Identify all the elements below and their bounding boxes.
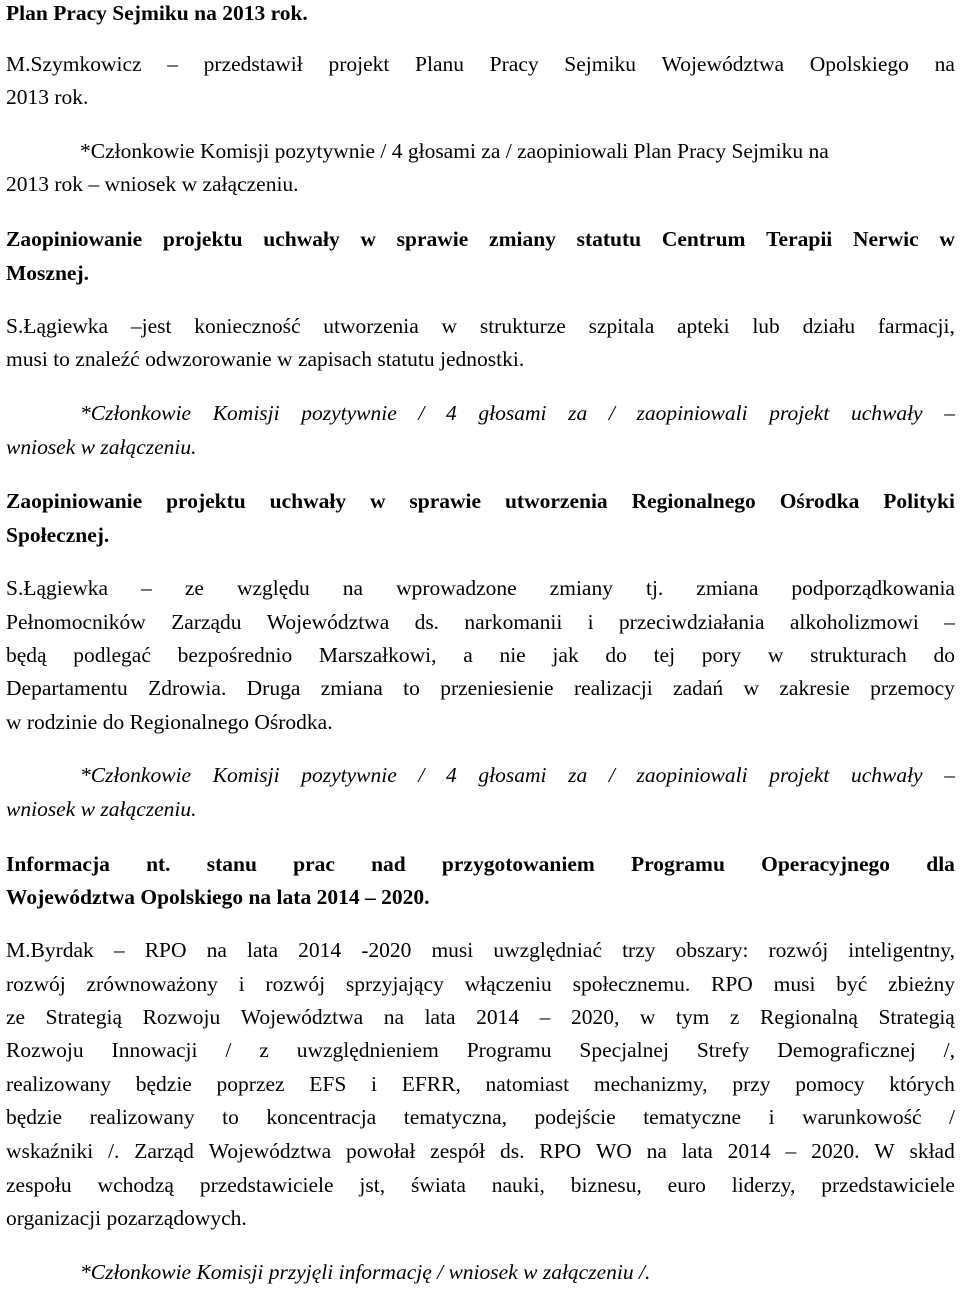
word: to	[403, 676, 420, 700]
word: Komisji	[212, 401, 280, 425]
heading-rpo-line-1	[6, 854, 955, 876]
heading-rpo-line-2: Województwa Opolskiego na lata 2014 – 2020.	[6, 885, 430, 909]
committee-note-final: *Członkowie Komisji przyjęli informację / wniosek w załączeniu /.	[80, 1260, 651, 1284]
word: włączeniu	[464, 972, 552, 996]
word: /	[608, 401, 615, 425]
word: przedstawiciele	[821, 1173, 955, 1197]
word: 2014	[298, 938, 342, 962]
paragraph-byrdak-line-9: organizacji pozarządowych.	[6, 1206, 247, 1230]
word: z	[729, 1005, 740, 1029]
word: na	[934, 52, 955, 76]
word: sprzyjający	[345, 972, 444, 996]
word: Województwa	[661, 52, 785, 76]
word: –jest	[130, 314, 172, 338]
word: nad	[371, 852, 406, 876]
word: /,	[943, 1038, 955, 1062]
heading-statut-mosznej-line-2: Mosznej.	[6, 261, 89, 285]
word: W	[874, 1139, 895, 1163]
word: Programu	[466, 1038, 552, 1062]
word: zadań	[673, 676, 724, 700]
committee-opinion-plan-line-2: 2013 rok – wniosek w załączeniu.	[6, 172, 299, 196]
word: podlegać	[73, 643, 151, 667]
word: Województwa	[240, 1005, 364, 1029]
word: Zdrowia.	[148, 676, 227, 700]
word: projekt	[328, 52, 390, 76]
word: strukturach	[810, 643, 907, 667]
word: do	[933, 643, 955, 667]
word: alkoholizmowi	[789, 610, 919, 634]
committee-opinion-plan-line-1: *Członkowie Komisji pozytywnie / 4 głosami za / zaopiniowali Plan Pracy Sejmiku na	[80, 139, 829, 163]
word: –	[167, 52, 178, 76]
committee-opinion-mosznej-line-2: wniosek w załączeniu.	[6, 435, 197, 459]
word: i	[371, 1072, 378, 1096]
word: przy	[732, 1072, 771, 1096]
word: w	[360, 227, 376, 251]
word: zbieżny	[888, 972, 955, 996]
word: 2020,	[570, 1005, 620, 1029]
word: zespołu	[6, 1173, 72, 1197]
word: –	[539, 1005, 551, 1029]
word: inteligentny,	[848, 938, 955, 962]
word: na	[342, 576, 364, 600]
word: nt.	[146, 852, 171, 876]
word: prac	[293, 852, 335, 876]
word: /	[608, 763, 615, 787]
word: Specjalnej	[579, 1038, 669, 1062]
word: Planu	[415, 52, 464, 76]
paragraph-byrdak-line-4	[6, 1040, 955, 1062]
word: farmacji,	[877, 314, 955, 338]
word: za	[568, 401, 588, 425]
word: przeciwdziałania	[618, 610, 765, 634]
word: w	[743, 676, 760, 700]
word: jst,	[359, 1173, 386, 1197]
word: w	[639, 1005, 656, 1029]
word: zespół	[430, 1139, 486, 1163]
word: musi	[431, 938, 474, 962]
word: /	[949, 1105, 955, 1129]
word: uchwały	[850, 763, 923, 787]
word: Województwa	[208, 1139, 332, 1163]
word: projektu	[162, 227, 243, 251]
word: M.Szymkowicz	[6, 52, 142, 76]
word: ze	[184, 576, 204, 600]
word: Polityki	[883, 489, 955, 513]
word: Strategią	[45, 1005, 123, 1029]
paragraph-lagiewka-apteka-line-2: musi to znaleźć odwzorowanie w zapisach statutu jednostki.	[6, 347, 525, 371]
committee-opinion-osrodek-line-1	[80, 765, 955, 787]
word: społecznemu.	[572, 972, 691, 996]
word: natomiast	[485, 1072, 570, 1096]
paragraph-byrdak-line-3	[6, 1007, 955, 1029]
word: Pełnomocników	[6, 610, 146, 634]
word: do	[605, 643, 627, 667]
heading-plan-pracy: Plan Pracy Sejmiku na 2013 rok.	[6, 1, 308, 25]
word: -2020	[361, 938, 412, 962]
word: na	[646, 1139, 667, 1163]
word: zaopiniowali	[636, 763, 748, 787]
word: przedstawiciele	[199, 1173, 334, 1197]
word: Regionalnego	[631, 489, 756, 513]
word: Sejmiku	[564, 52, 636, 76]
heading-osrodek-line-1	[6, 491, 955, 513]
word: powołał	[346, 1139, 416, 1163]
word: wskaźniki	[6, 1139, 94, 1163]
word: projekt	[769, 763, 830, 787]
paragraph-szymkowicz-line-1	[6, 54, 955, 76]
word: RPO	[144, 938, 187, 962]
word: konieczność	[194, 314, 301, 338]
word: zmiany	[489, 227, 556, 251]
word: pomocy	[795, 1072, 865, 1096]
word: realizacji	[573, 676, 653, 700]
word: ze	[6, 1005, 26, 1029]
word: to	[222, 1105, 239, 1129]
word: EFS	[309, 1072, 347, 1096]
committee-opinion-osrodek-line-2: wniosek w załączeniu.	[6, 797, 197, 821]
word: uchwały	[850, 401, 923, 425]
word: Strategią	[878, 1005, 955, 1029]
word: Opolskiego	[809, 52, 909, 76]
word: *Członkowie	[80, 763, 192, 787]
word: tym	[675, 1005, 710, 1029]
word: utworzenia	[323, 314, 419, 338]
word: –	[785, 1139, 797, 1163]
paragraph-szymkowicz-line-2: 2013 rok.	[6, 85, 89, 109]
word: w	[767, 643, 784, 667]
word: uwzględniać	[493, 938, 602, 962]
word: S.Łągiewka	[6, 576, 109, 600]
word: Zarząd	[134, 1139, 194, 1163]
word: wchodzą	[97, 1173, 174, 1197]
word: statutu	[576, 227, 642, 251]
word: biznesu,	[570, 1173, 642, 1197]
word: zmiany	[549, 576, 613, 600]
heading-statut-mosznej-line-1	[6, 229, 955, 251]
word: /.	[108, 1139, 120, 1163]
word: wprowadzone	[396, 576, 517, 600]
word: Centrum	[661, 227, 746, 251]
paragraph-byrdak-line-7	[6, 1141, 955, 1163]
word: lata	[424, 1005, 456, 1029]
word: za	[568, 763, 588, 787]
word: strukturze	[479, 314, 566, 338]
word: Nerwic	[852, 227, 919, 251]
word: Programu	[630, 852, 725, 876]
word: pozytywnie	[301, 763, 397, 787]
word: szpitala	[588, 314, 655, 338]
word: w	[369, 489, 386, 513]
word: /	[418, 763, 425, 787]
word: zakresie	[779, 676, 850, 700]
word: narkomanii	[464, 610, 563, 634]
word: obszary:	[675, 938, 749, 962]
word: na	[383, 1005, 405, 1029]
word: i	[587, 610, 594, 634]
word: jak	[552, 643, 579, 667]
word: zmiana	[696, 576, 759, 600]
word: głosami	[478, 763, 547, 787]
word: WO	[595, 1139, 632, 1163]
word: –	[944, 763, 955, 787]
word: zrównoważony	[86, 972, 218, 996]
word: w	[939, 227, 955, 251]
word: liderzy,	[731, 1173, 796, 1197]
word: M.Byrdak	[6, 938, 94, 962]
word: Demograficznej	[777, 1038, 916, 1062]
word: podporządkowania	[791, 576, 955, 600]
word: –	[141, 576, 152, 600]
word: lata	[681, 1139, 713, 1163]
heading-osrodek-line-2: Społecznej.	[6, 523, 110, 547]
word: sprawie	[396, 227, 469, 251]
word: uchwały	[263, 227, 340, 251]
word: EFRR,	[401, 1072, 461, 1096]
word: uwzględnieniem	[296, 1038, 439, 1062]
word: realizowany	[6, 1072, 112, 1096]
word: głosami	[478, 401, 547, 425]
word: będzie	[135, 1072, 192, 1096]
word: rozwój	[768, 938, 829, 962]
paragraph-byrdak-line-8	[6, 1175, 955, 1197]
word: 4	[446, 763, 457, 787]
word: lata	[246, 938, 279, 962]
word: projekt	[769, 401, 830, 425]
word: Ośrodka	[779, 489, 860, 513]
word: zmiana	[320, 676, 383, 700]
word: S.Łągiewka	[6, 314, 109, 338]
word: Terapii	[766, 227, 833, 251]
word: Pracy	[489, 52, 539, 76]
word: tematyczna,	[403, 1105, 507, 1129]
word: RPO	[711, 972, 753, 996]
word: Druga	[246, 676, 301, 700]
word: dla	[926, 852, 955, 876]
paragraph-lagiewka-osrodek-line-4	[6, 678, 955, 700]
paragraph-byrdak-line-5	[6, 1074, 955, 1096]
word: Województwa	[266, 610, 390, 634]
paragraph-lagiewka-osrodek-line-1	[6, 578, 955, 600]
word: nauki,	[491, 1173, 545, 1197]
word: i	[238, 972, 245, 996]
word: Strefy	[696, 1038, 750, 1062]
word: RPO	[539, 1139, 582, 1163]
word: lub	[752, 314, 780, 338]
word: z	[259, 1038, 269, 1062]
word: zaopiniowali	[636, 401, 748, 425]
word: utworzenia	[504, 489, 608, 513]
word: przygotowaniem	[441, 852, 595, 876]
word: będą	[6, 643, 47, 667]
word: pozytywnie	[301, 401, 397, 425]
word: euro	[667, 1173, 706, 1197]
word: Rozwoju	[142, 1005, 221, 1029]
word: Komisji	[212, 763, 280, 787]
word: Marszałkowi,	[318, 643, 437, 667]
word: przeniesienie	[440, 676, 554, 700]
word: na	[206, 938, 227, 962]
word: bezpośrednio	[177, 643, 293, 667]
word: –	[944, 401, 955, 425]
word: realizowany	[89, 1105, 195, 1129]
paragraph-byrdak-line-1	[6, 940, 955, 962]
word: podejście	[534, 1105, 616, 1129]
word: warunkowość	[802, 1105, 922, 1129]
paragraph-byrdak-line-6	[6, 1107, 955, 1129]
word: Operacyjnego	[761, 852, 891, 876]
word: Zaopiniowanie	[6, 227, 143, 251]
word: Rozwoju	[6, 1038, 84, 1062]
word: których	[889, 1072, 955, 1096]
word: Innowacji	[111, 1038, 198, 1062]
word: *Członkowie	[80, 401, 192, 425]
word: nie	[499, 643, 526, 667]
word: pory	[701, 643, 742, 667]
word: projektu	[166, 489, 246, 513]
word: 4	[446, 401, 457, 425]
paragraph-byrdak-line-2	[6, 974, 955, 996]
word: uchwały	[269, 489, 347, 513]
word: w	[441, 314, 458, 338]
word: ds.	[414, 610, 440, 634]
word: poprzez	[216, 1072, 285, 1096]
word: –	[113, 938, 125, 962]
word: stanu	[206, 852, 257, 876]
word: przedstawił	[203, 52, 303, 76]
paragraph-lagiewka-osrodek-line-3	[6, 645, 955, 667]
word: trzy	[622, 938, 656, 962]
committee-opinion-mosznej-line-1	[80, 403, 955, 425]
word: –	[944, 610, 955, 634]
word: rozwój	[265, 972, 326, 996]
word: a	[463, 643, 473, 667]
word: działu	[802, 314, 856, 338]
word: tj.	[645, 576, 664, 600]
word: tej	[653, 643, 676, 667]
word: mechanizmy,	[593, 1072, 708, 1096]
word: koncentracja	[266, 1105, 377, 1129]
word: Zarządu	[171, 610, 242, 634]
word: przemocy	[870, 676, 955, 700]
word: tematyczne	[643, 1105, 742, 1129]
word: Informacja	[6, 852, 110, 876]
word: /	[418, 401, 425, 425]
paragraph-lagiewka-osrodek-line-2	[6, 612, 955, 634]
word: ds.	[499, 1139, 525, 1163]
word: musi	[773, 972, 816, 996]
word: Zaopiniowanie	[6, 489, 143, 513]
word: 2014	[476, 1005, 520, 1029]
word: Departamentu	[6, 676, 128, 700]
paragraph-lagiewka-apteka-line-1	[6, 316, 955, 338]
word: apteki	[677, 314, 730, 338]
paragraph-lagiewka-osrodek-line-5: w rodzinie do Regionalnego Ośrodka.	[6, 710, 333, 734]
word: będzie	[6, 1105, 63, 1129]
word: świata	[410, 1173, 466, 1197]
word: 2014	[727, 1139, 771, 1163]
word: Regionalną	[759, 1005, 858, 1029]
word: 2020.	[811, 1139, 860, 1163]
word: i	[768, 1105, 775, 1129]
word: rozwój	[6, 972, 66, 996]
word: być	[836, 972, 868, 996]
word: sprawie	[409, 489, 482, 513]
word: względu	[236, 576, 310, 600]
word: skład	[909, 1139, 955, 1163]
word: /	[225, 1038, 232, 1062]
